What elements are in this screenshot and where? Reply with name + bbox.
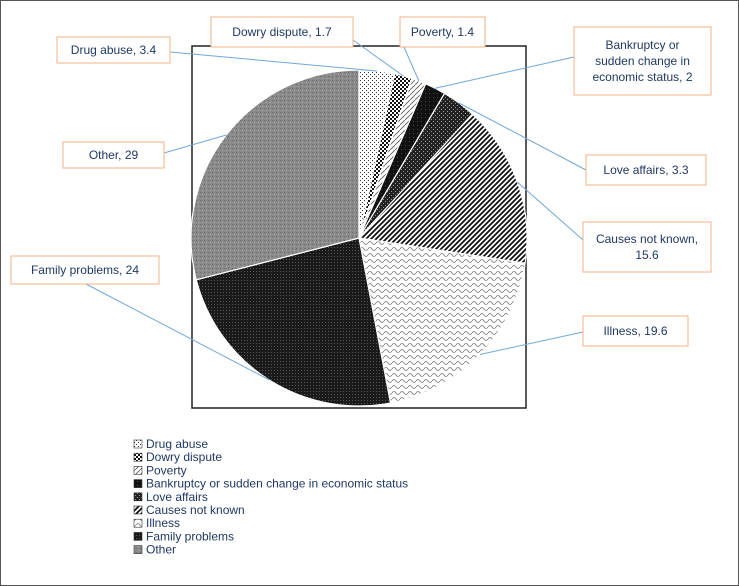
legend-label: Bankruptcy or sudden change in economic status [146,476,409,491]
legend-label: Illness [146,516,181,531]
legend-item-poverty [134,463,187,477]
legend-swatch [134,453,142,461]
callout-illness [583,316,688,346]
callout-love-affairs [586,155,706,185]
callout-family-problems [11,256,159,284]
legend-item-family-problems [134,529,234,543]
legend-swatch [134,480,142,488]
callout-label: Poverty, 1.4 [410,25,475,39]
legend-label: Other [146,542,177,557]
callout-dowry-dispute [211,17,353,47]
callout-label: Other, 29 [88,148,139,162]
legend-item-drug-abuse [134,437,208,451]
callout-label: Family problems, 24 [30,263,140,277]
callout-label: Bankruptcy or sudden change in economic status, 2 [592,38,693,84]
legend-label: Causes not known [146,503,245,517]
legend-label: Family problems [146,529,235,544]
callout-poverty [400,17,485,47]
legend-label: Love affairs [146,489,208,504]
legend [134,437,408,557]
leader-line-bankruptcy-or-sudden-change-in-economic-status [435,57,574,88]
legend-swatch [134,532,142,540]
legend-label: Dowry dispute [146,450,223,465]
callout-drug-abuse [57,37,170,63]
legend-item-illness [134,516,180,530]
legend-item-bankruptcy-or-sudden-change-in-economic-status [134,477,408,491]
legend-swatch [134,493,142,501]
callout-bankruptcy-or-sudden-change-in-economic-status [574,27,711,95]
callout-label: Drug abuse, 3.4 [70,43,157,57]
legend-swatch [134,546,142,554]
legend-label: Poverty [146,463,187,478]
leader-line-drug-abuse [170,52,377,71]
callout-box [583,222,711,272]
legend-label: Drug abuse [146,437,209,451]
callout-other [63,142,164,168]
callout-label: Illness, 19.6 [603,324,668,338]
legend-swatch [134,506,142,514]
callout-label: Love affairs, 3.3 [603,163,689,177]
legend-swatch [134,519,142,527]
callout-label: Causes not known, 15.6 [595,232,699,262]
legend-item-causes-not-known [134,503,245,517]
pie-slices [191,70,527,406]
legend-item-other [134,543,176,557]
legend-swatch [134,440,142,448]
legend-item-dowry-dispute [134,450,222,464]
callout-label: Dowry dispute, 1.7 [232,25,332,39]
legend-swatch [134,466,142,474]
legend-item-love-affairs [134,490,208,504]
callout-causes-not-known [583,222,711,272]
